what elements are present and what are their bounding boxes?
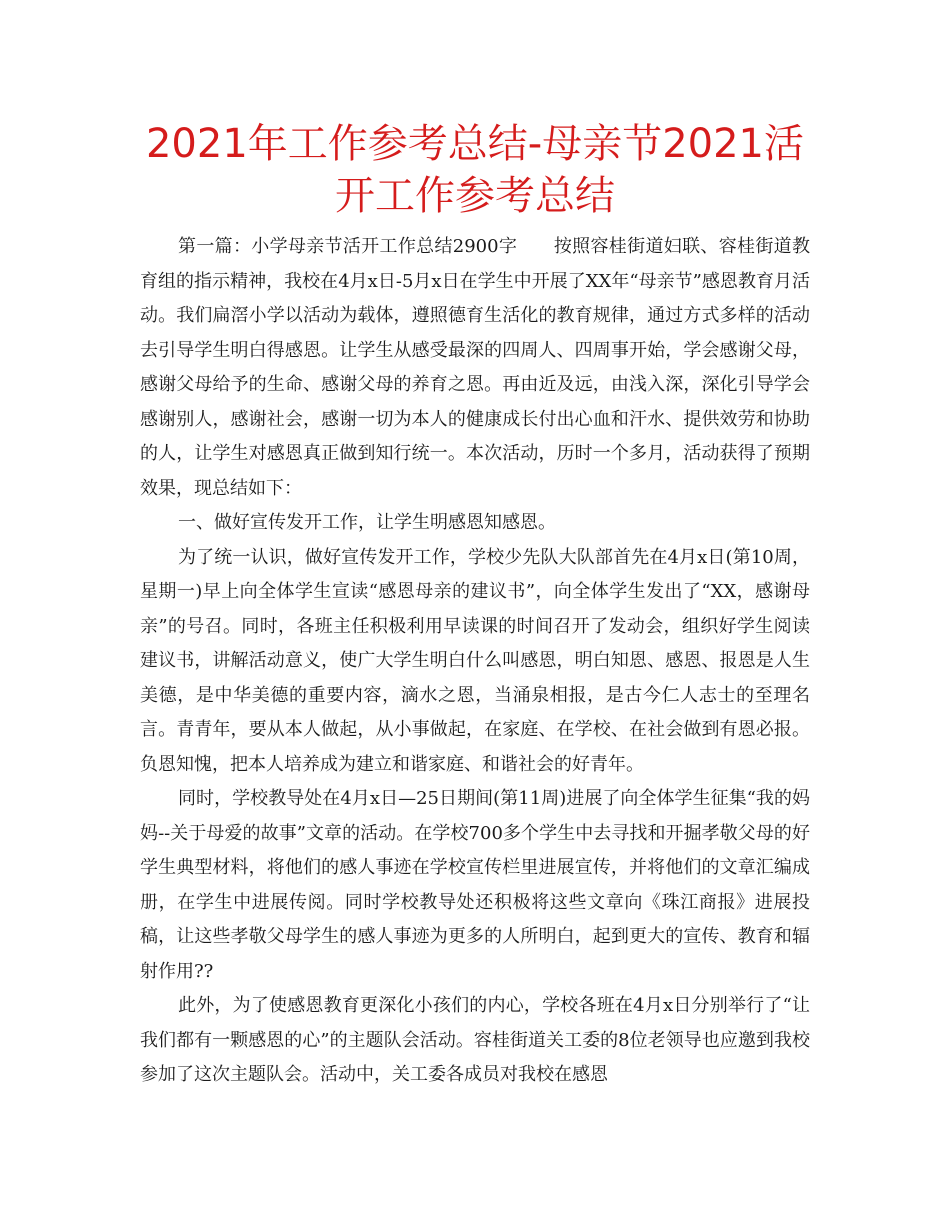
document-body bbox=[140, 230, 810, 1093]
paragraph-theme-meeting: 此外，为了使感恩教育更深化小孩们的内心，学校各班在4月x日分别举行了“让我们都有一颗感恩的心”的主题队会活动。容桂街道关工委的8位老领导也应邀到我校参加了这次主题队会。活动中，关工委各成员对我校在感恩 bbox=[140, 995, 810, 1085]
document-title: 2021年工作参考总结-母亲节2021活开工作参考总结 bbox=[145, 121, 805, 219]
paragraph-publicity: 为了统一认识，做好宣传发开工作，学校少先队大队部首先在4月x日(第10周，星期一)早上向全体学生宣读“感恩母亲的建议书”，向全体学生发出了“XX，感谢母亲”的号召。同时，各班主任积极利用早读课的时间召开了发动会，组织好学生阅读建议书，讲解活动意义，使广大学生明白什么叫感恩，明白知恩、感恩、报恩是人生美德，是中华美德的重要内容，滴水之恩，当涌泉相报，是古今仁人志士的至理名言。青青年，要从本人做起，从小事做起，在家庭、在学校、在社会做到有恩必报。负恩知愧，把本人培养成为建立和谐家庭、和谐社会的好青年。 bbox=[140, 546, 810, 775]
paragraph-intro: 第一篇：小学母亲节活开工作总结2900字 按照容桂街道妇联、容桂街道教育组的指示精神，我校在4月x日-5月x日在学生中开展了XX年“母亲节”感恩教育月活动。我们扁滘小学以活动为载体，遵照德育生活化的教育规律，通过方式多样的活动去引导学生明白得感恩。让学生从感受最深的四周人、四周事开始，学会感谢父母，感谢父母给予的生命、感谢父母的养育之恩。再由近及远，由浅入深，深化引导学会感谢别人，感谢社会，感谢一切为本人的健康成长付出心血和汗水、提供效劳和协助的人，让学生对感恩真正做到知行统一。本次活动，历时一个多月，活动获得了预期效果，现总结如下： bbox=[140, 236, 810, 499]
paragraph-essay-collection: 同时，学校教导处在4月x日—25日期间(第11周)进展了向全体学生征集“我的妈妈--关于母爱的故事”文章的活动。在学校700多个学生中去寻找和开掘孝敬父母的好学生典型材料，将他们的感人事迹在学校宣传栏里进展宣传，并将他们的文章汇编成册，在学生中进展传阅。同时学校教导处还积极将这些文章向《珠江商报》进展投稿，让这些孝敬父母学生的感人事迹为更多的人所明白，起到更大的宣传、教育和辐射作用?? bbox=[140, 788, 810, 982]
paragraph-section-heading: 一、做好宣传发开工作，让学生明感恩知感恩。 bbox=[178, 512, 556, 533]
